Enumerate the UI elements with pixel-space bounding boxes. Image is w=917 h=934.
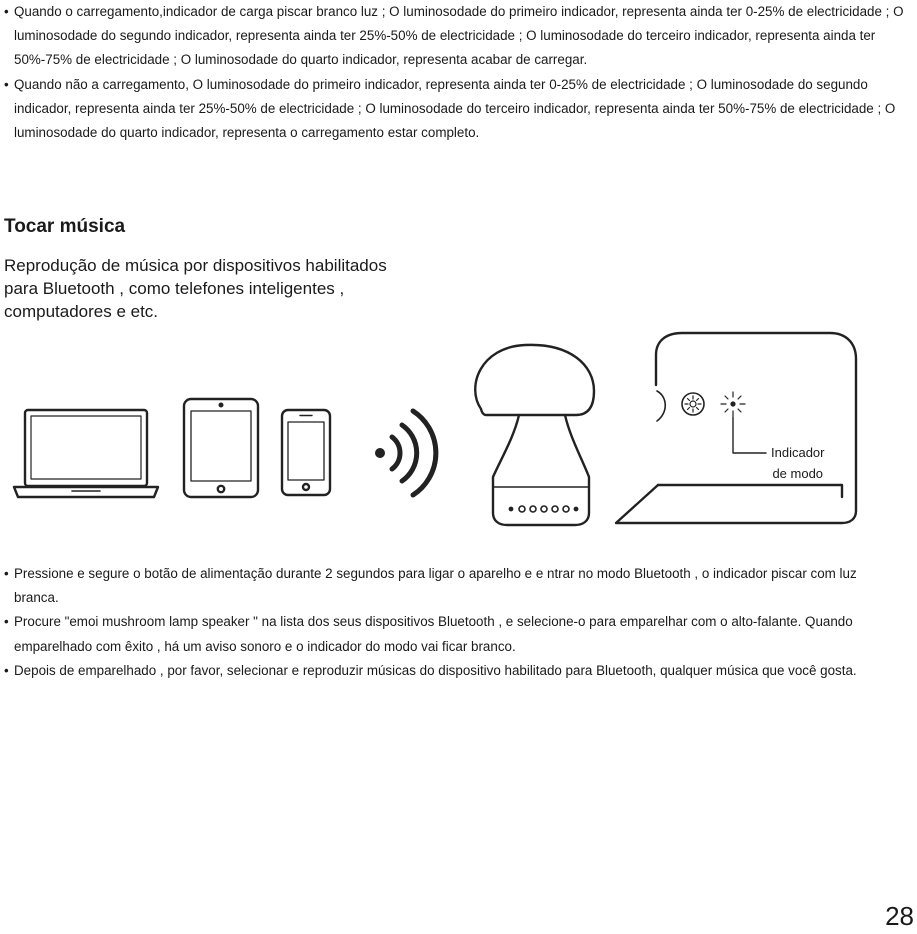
bullet-power-on: • Pressione e segure o botão de alimentação durante 2 segundos para ligar o aparelho e e ntrar no modo Bluetooth , o indicador piscar com luz branca.: [4, 562, 904, 610]
callout-line-2: de modo: [772, 466, 824, 481]
bullet-charging: • Quando o carregamento,indicador de carga piscar branco luz ; O luminosodade do primeiro indicador, representa ainda ter 0-25% de electricidade ; O luminosodade do segundo indicador, representa ainda ter 25%-50% de electricidade ; O luminosodade do terceiro indicador, representa ainda ter 50%-75% de electricidade ; O luminosodade do quarto indicador, representa acabar de carregar.: [4, 0, 904, 73]
bullet-not-charging: • Quando não a carregamento, O luminosodade do primeiro indicador, representa ainda ter 0-25% de electricidade ; O luminosodade do segundo indicador, representa ainda ter 25%-50% de electricidade ; O luminosodade do terceiro indicador, representa ainda ter 50%-75% de electricidade ; O luminosodade do quarto indicador, representa o carregamento estar completo.: [4, 73, 904, 146]
pairing-steps-bullets: [4, 562, 904, 683]
mode-indicator-callout: [771, 442, 824, 484]
intro-text: Reprodução de música por dispositivos habilitados para Bluetooth , como telefones inteligentes , computadores e etc.: [4, 256, 387, 321]
laptop-icon: [14, 410, 158, 497]
charging-indicator-bullets: [4, 0, 904, 145]
bullet-play-music: • Depois de emparelhado , por favor, selecionar e reproduzir músicas do dispositivo habilitado para Bluetooth, qualquer música que você gosta.: [4, 659, 904, 683]
mode-indicator-detail-icon: [616, 333, 856, 523]
bullet-pairing: • Procure "emoi mushroom lamp speaker " na lista dos seus dispositivos Bluetooth , e selecione-o para emparelhar com o alto-falante. Quando emparelhado com êxito , há um aviso sonoro e o indicador do modo vai ficar branco.: [4, 610, 904, 658]
section-heading: Tocar música: [4, 216, 126, 237]
callout-line-1: Indicador: [771, 445, 825, 460]
tablet-icon: [184, 399, 258, 497]
page-number: 28: [885, 901, 914, 931]
mushroom-speaker-icon: [475, 345, 594, 525]
bluetooth-devices-figure: [0, 325, 917, 535]
smartphone-icon: [282, 410, 330, 495]
bluetooth-signal-icon: [375, 411, 436, 495]
